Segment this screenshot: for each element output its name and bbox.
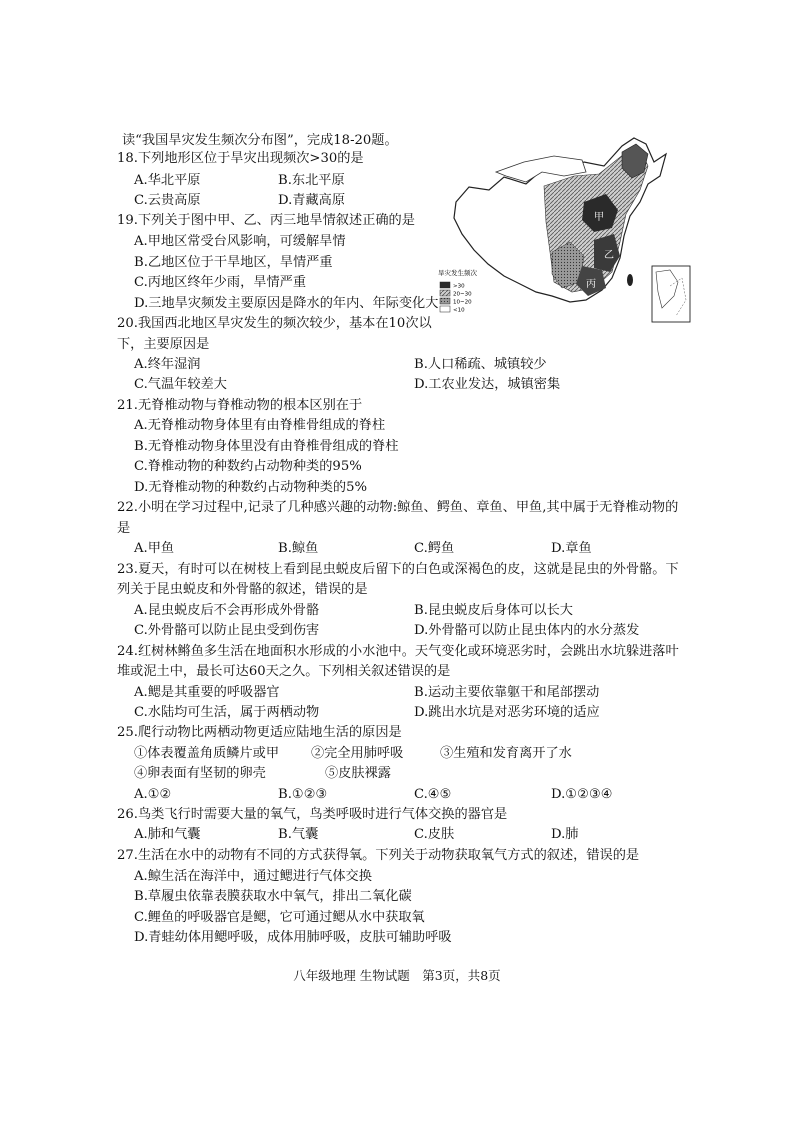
q24-option-c: C.水陆均可生活，属于两栖动物 <box>134 705 320 720</box>
q21-option-b: B.无脊椎动物身体里没有由脊椎骨组成的脊柱 <box>134 439 399 454</box>
q22-stem-line1: 22.小明在学习过程中,记录了几种感兴趣的动物:鲸鱼、鳄鱼、章鱼、甲鱼,其中属于无脊椎动物的 <box>117 500 679 515</box>
q23-option-c: C.外骨骼可以防止昆虫受到伤害 <box>134 623 320 638</box>
label-yi: 乙 <box>604 250 614 261</box>
q25-option-a: A.①② <box>134 787 172 802</box>
legend-item-2: 20~30 <box>453 291 472 298</box>
drought-frequency-map <box>434 132 696 328</box>
label-bing: 丙 <box>586 279 596 290</box>
label-jia: 甲 <box>594 212 604 223</box>
q25-option-b: B.①②③ <box>278 787 328 802</box>
q20-option-d: D.工农业发达，城镇密集 <box>414 377 561 392</box>
q26-option-d: D.肺 <box>551 827 579 842</box>
q24-option-a: A.鳃是其重要的呼吸器官 <box>134 685 280 700</box>
q23-stem-line1: 23.夏天，有时可以在树枝上看到昆虫蜕皮后留下的白色或深褐色的皮，这就是昆虫的外骨骼。下 <box>117 562 679 577</box>
q27-option-d: D.青蛙幼体用鳃呼吸，成体用肺呼吸，皮肤可辅助呼吸 <box>134 930 452 945</box>
q22-stem-line2: 是 <box>117 521 131 536</box>
legend-item-1: >30 <box>453 283 465 290</box>
q21-option-c: C.脊椎动物的种数约占动物种类的95% <box>134 459 362 474</box>
q20-option-b: B.人口稀疏、城镇较少 <box>414 357 547 372</box>
taiwan-shape <box>627 274 633 286</box>
q25-option-d: D.①②③④ <box>551 787 613 802</box>
q21-stem: 21.无脊椎动物与脊椎动物的根本区别在于 <box>117 398 363 413</box>
q25-statement-4: ④卵表面有坚韧的卵壳 <box>134 766 266 781</box>
q23-option-d: D.外骨骼可以防止昆虫体内的水分蒸发 <box>414 623 640 638</box>
china-map-graphic <box>434 132 696 328</box>
q19-option-c: C.丙地区终年少雨，旱情严重 <box>134 275 307 290</box>
legend-item-3: 10~20 <box>453 299 472 306</box>
q18-option-a: A.华北平原 <box>134 173 201 188</box>
q24-stem-line2: 堆或泥土中，最长可达60天之久。下列相关叙述错误的是 <box>117 664 451 679</box>
q24-option-b: B.运动主要依靠躯干和尾部摆动 <box>414 685 600 700</box>
q18-option-c: C.云贵高原 <box>134 193 201 208</box>
south-sea-inset <box>652 266 690 322</box>
q24-option-d: D.跳出水坑是对恶劣环境的适应 <box>414 705 600 720</box>
q21-option-a: A.无脊椎动物身体里有由脊椎骨组成的脊柱 <box>134 418 386 433</box>
q19-option-d: D.三地旱灾频发主要原因是降水的年内、年际变化大 <box>134 296 439 311</box>
q20-option-c: C.气温年较差大 <box>134 377 227 392</box>
q26-option-a: A.肺和气囊 <box>134 827 201 842</box>
q27-option-b: B.草履虫依靠表膜获取水中氧气，排出二氧化碳 <box>134 889 412 904</box>
q23-option-b: B.昆虫蜕皮后身体可以长大 <box>414 603 573 618</box>
q19-option-a: A.甲地区常受台风影响，可缓解旱情 <box>134 234 346 249</box>
q21-option-d: D.无脊椎动物的种数约占动物种类的5% <box>134 480 368 495</box>
q25-statement-2: ②完全用肺呼吸 <box>311 746 404 761</box>
legend-title: 旱灾发生频次 <box>438 269 477 277</box>
q22-option-b: B.鲸鱼 <box>278 541 319 556</box>
q22-option-d: D.章鱼 <box>551 541 592 556</box>
q25-statement-3: ③生殖和发育离开了水 <box>440 746 572 761</box>
q27-option-a: A.鲸生活在海洋中，通过鳃进行气体交换 <box>134 869 372 884</box>
q26-option-b: B.气囊 <box>278 827 319 842</box>
q23-option-a: A.昆虫蜕皮后不会再形成外骨骼 <box>134 603 320 618</box>
q26-option-c: C.皮肤 <box>414 827 455 842</box>
q18-option-b: B.东北平原 <box>278 173 345 188</box>
page-footer: 八年级地理 生物试题 第3页，共8页 <box>293 968 501 983</box>
q24-stem-line1: 24.红树林鳉鱼多生活在地面积水形成的小水池中。天气变化或环境恶劣时，会跳出水坑躲进落叶 <box>117 644 679 659</box>
q23-stem-line2: 列关于昆虫蜕皮和外骨骼的叙述，错误的是 <box>117 582 368 597</box>
q25-statement-5: ⑤皮肤裸露 <box>325 766 391 781</box>
q20-stem-line2: 下，主要原因是 <box>117 337 210 352</box>
q26-stem: 26.鸟类飞行时需要大量的氧气，鸟类呼吸时进行气体交换的器官是 <box>117 807 508 822</box>
q20-option-a: A.终年湿润 <box>134 357 201 372</box>
q25-statement-1: ①体表覆盖角质鳞片或甲 <box>134 746 280 761</box>
q25-option-c: C.④⑤ <box>414 787 452 802</box>
q18-option-d: D.青藏高原 <box>278 193 346 208</box>
q22-option-c: C.鳄鱼 <box>414 541 455 556</box>
q18-stem: 18.下列地形区位于旱灾出现频次>30的是 <box>117 151 364 166</box>
map-legend <box>438 268 478 314</box>
q19-option-b: B.乙地区位于干旱地区，旱情严重 <box>134 255 333 270</box>
q27-option-c: C.鲤鱼的呼吸器官是鳃，它可通过鳃从水中获取氧 <box>134 910 425 925</box>
material-intro: 读“我国旱灾发生频次分布图”，完成18-20题。 <box>122 133 398 148</box>
legend-item-4: <10 <box>453 307 465 314</box>
q20-stem-line1: 20.我国西北地区旱灾发生的频次较少，基本在10次以 <box>117 316 432 331</box>
q19-stem: 19.下列关于图中甲、乙、丙三地旱情叙述正确的是 <box>117 213 415 228</box>
q25-stem: 25.爬行动物比两栖动物更适应陆地生活的原因是 <box>117 725 402 740</box>
q27-stem: 27.生活在水中的动物有不同的方式获得氧。下列关于动物获取氧气方式的叙述，错误的是 <box>117 848 640 863</box>
q22-option-a: A.甲鱼 <box>134 541 175 556</box>
